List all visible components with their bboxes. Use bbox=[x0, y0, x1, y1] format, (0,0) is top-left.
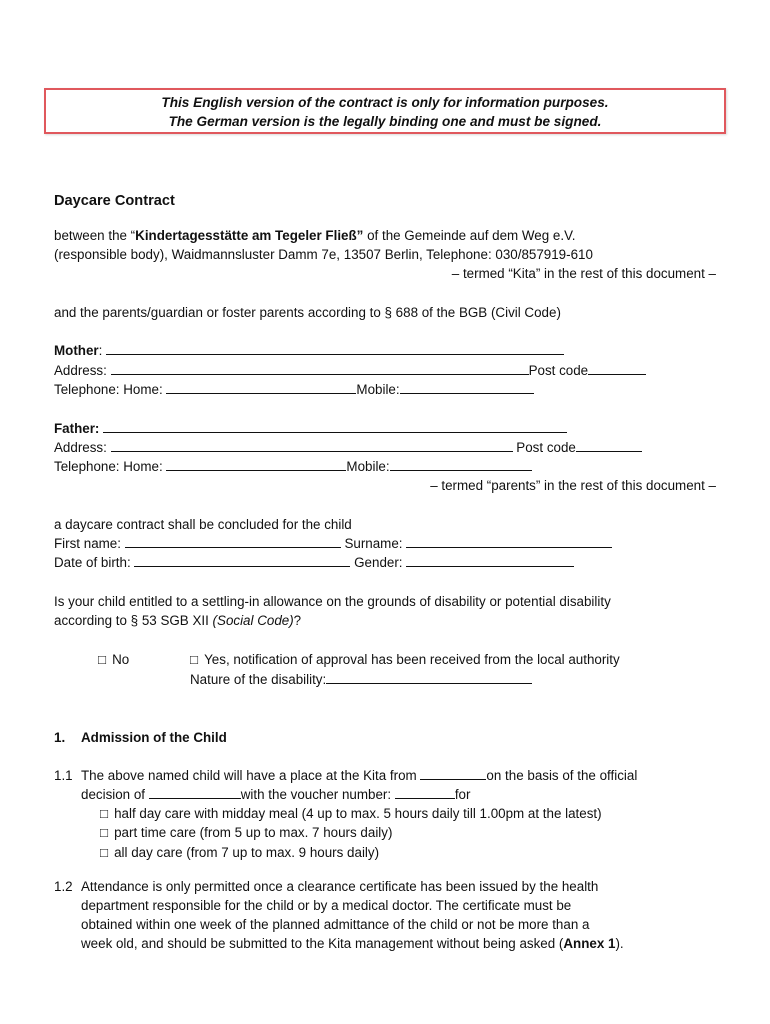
all-day-checkbox-icon[interactable]: □ bbox=[100, 845, 109, 860]
yes-label: Yes, notification of approval has been received from the local authority bbox=[204, 652, 620, 667]
mother-mobile-field[interactable] bbox=[400, 380, 534, 394]
notice-line-2: The German version is the legally binding one and must be signed. bbox=[168, 114, 602, 129]
decision-date-field[interactable] bbox=[149, 785, 241, 799]
father-mobile-field[interactable] bbox=[390, 457, 532, 471]
mother-name-field[interactable] bbox=[106, 341, 564, 355]
mother-telephone-row: Telephone: Home: Mobile: bbox=[54, 380, 534, 399]
section-1-heading: Admission of the Child bbox=[81, 730, 227, 745]
disability-nature-field[interactable] bbox=[326, 670, 532, 684]
kita-name: Kindertagesstätte am Tegeler Fließ” bbox=[135, 228, 364, 243]
mother-postcode-field[interactable] bbox=[588, 361, 646, 375]
child-dob-field[interactable] bbox=[134, 553, 350, 567]
paragraph-1-1-line-1: The above named child will have a place at the Kita from on the basis of the official bbox=[81, 768, 638, 783]
part-time-checkbox-icon[interactable]: □ bbox=[100, 825, 109, 840]
notice-line-1: This English version of the contract is only for information purposes. bbox=[161, 95, 609, 110]
no-label: No bbox=[112, 652, 130, 667]
termed-parents: – termed “parents” in the rest of this document – bbox=[430, 478, 716, 493]
child-gender-field[interactable] bbox=[406, 553, 574, 567]
paragraph-1-1-number: 1.1 bbox=[54, 768, 73, 783]
mother-address-field[interactable] bbox=[111, 361, 529, 375]
half-day-checkbox-icon[interactable]: □ bbox=[100, 806, 109, 821]
father-name-field[interactable] bbox=[103, 419, 567, 433]
father-address-field[interactable] bbox=[111, 438, 513, 452]
intro-line-2: (responsible body), Waidmannsluster Damm 7e, 13507 Berlin, Telephone: 030/857919-610 bbox=[54, 247, 593, 262]
allowance-question-line-1: Is your child entitled to a settling-in allowance on the grounds of disability or potential disability bbox=[54, 594, 611, 609]
paragraph-1-1-line-2: decision of with the voucher number: for bbox=[81, 787, 471, 802]
parents-intro: and the parents/guardian or foster parents according to § 688 of the BGB (Civil Code) bbox=[54, 305, 561, 320]
legal-notice-box bbox=[44, 88, 726, 134]
mother-row: Mother: bbox=[54, 341, 564, 360]
mother-address-row: Address: Post code bbox=[54, 361, 646, 380]
yes-checkbox-icon[interactable]: □ bbox=[190, 652, 199, 667]
document-title: Daycare Contract bbox=[54, 193, 175, 209]
paragraph-1-2-line-3: obtained within one week of the planned admittance of the child or not be more than a bbox=[81, 917, 590, 932]
child-surname-field[interactable] bbox=[406, 534, 612, 548]
disability-nature-row: Nature of the disability: bbox=[190, 670, 532, 689]
allowance-question-line-2: according to § 53 SGB XII (Social Code)? bbox=[54, 613, 302, 628]
care-option-all-day[interactable]: □ all day care (from 7 up to max. 9 hours daily) bbox=[100, 845, 380, 860]
paragraph-1-2-line-4: week old, and should be submitted to the Kita management without being asked (Annex 1). bbox=[81, 936, 624, 951]
child-intro: a daycare contract shall be concluded for the child bbox=[54, 517, 352, 532]
father-home-phone-field[interactable] bbox=[166, 457, 346, 471]
termed-kita: – termed “Kita” in the rest of this document – bbox=[451, 266, 716, 281]
child-first-name-field[interactable] bbox=[125, 534, 341, 548]
mother-home-phone-field[interactable] bbox=[166, 380, 356, 394]
child-dob-row: Date of birth: Gender: bbox=[54, 553, 574, 572]
allowance-no-option[interactable] bbox=[98, 650, 129, 669]
father-postcode-field[interactable] bbox=[576, 438, 642, 452]
start-date-field[interactable] bbox=[420, 766, 486, 780]
care-option-part-time[interactable]: □ part time care (from 5 up to max. 7 hours daily) bbox=[100, 825, 393, 840]
father-address-row: Address: Post code bbox=[54, 438, 642, 457]
mother-label: Mother bbox=[54, 343, 99, 358]
child-name-row: First name: Surname: bbox=[54, 534, 612, 553]
paragraph-1-2-line-1: Attendance is only permitted once a clearance certificate has been issued by the health bbox=[81, 879, 599, 894]
paragraph-1-2-line-2: department responsible for the child or by a medical doctor. The certificate must be bbox=[81, 898, 572, 913]
voucher-number-field[interactable] bbox=[395, 785, 455, 799]
father-label: Father: bbox=[54, 421, 100, 436]
annex-1-ref: Annex 1 bbox=[563, 936, 616, 951]
intro-line-1: between the “Kindertagesstätte am Tegeler Fließ” of the Gemeinde auf dem Weg e.V. bbox=[54, 228, 576, 243]
father-row bbox=[54, 419, 567, 438]
no-checkbox-icon[interactable]: □ bbox=[98, 652, 107, 667]
father-telephone-row: Telephone: Home: Mobile: bbox=[54, 457, 532, 476]
care-option-half-day[interactable]: □ half day care with midday meal (4 up to max. 5 hours daily till 1.00pm at the latest) bbox=[100, 806, 602, 821]
paragraph-1-2-number: 1.2 bbox=[54, 879, 73, 894]
section-1-number: 1. bbox=[54, 730, 66, 745]
allowance-yes-option[interactable] bbox=[190, 650, 620, 669]
